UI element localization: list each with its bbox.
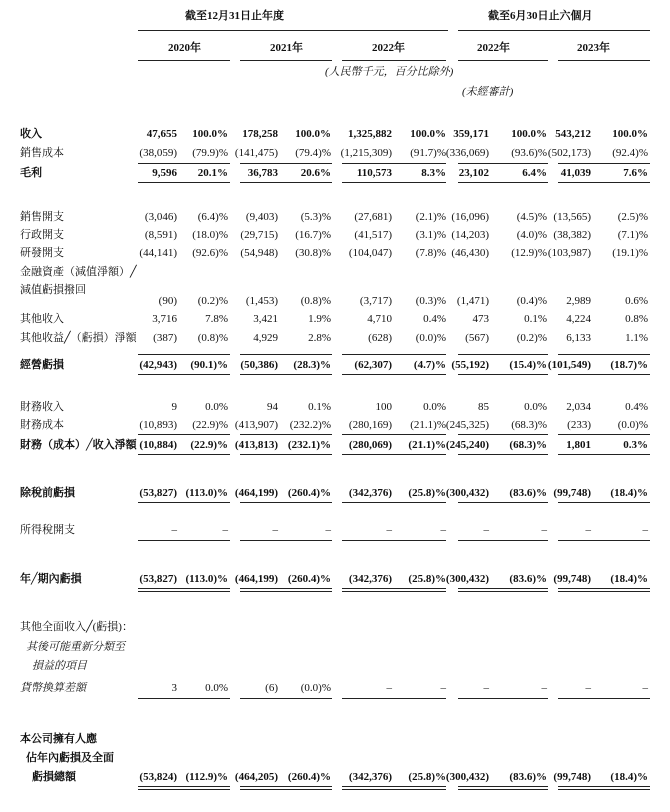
single-rule	[458, 502, 548, 503]
row-label: 毛利	[20, 167, 42, 179]
table-cell: (336,069)	[445, 147, 489, 159]
table-cell: –	[541, 682, 547, 694]
table-cell: (280,069)	[348, 439, 392, 451]
table-cell: 100.0%	[192, 128, 228, 140]
header-group-h1: 截至6月30日止六個月	[488, 10, 593, 22]
table-cell: 3,421	[253, 313, 278, 325]
table-cell: 85	[478, 401, 489, 413]
table-cell: (0.4)%	[516, 295, 547, 307]
table-cell: (342,376)	[348, 487, 392, 499]
table-cell: 20.6%	[300, 167, 331, 179]
year-rule	[458, 60, 548, 61]
table-cell: (1,215,309)	[340, 147, 392, 159]
table-cell: (79.9)%	[192, 147, 228, 159]
table-cell: (3.1)%	[415, 229, 446, 241]
year-2020: 2020年	[168, 42, 201, 54]
table-cell: (99,748)	[553, 771, 591, 783]
single-rule	[138, 540, 230, 541]
table-cell: (5.3)%	[300, 211, 331, 223]
table-cell: (50,386)	[240, 359, 278, 371]
table-cell: (25.8)%	[408, 487, 446, 499]
table-cell: (27,681)	[354, 211, 392, 223]
table-cell: 100.0%	[511, 128, 547, 140]
row-label-cont: 減值虧損撥回	[20, 284, 86, 296]
table-cell: –	[440, 682, 446, 694]
table-cell: (1,471)	[456, 295, 489, 307]
table-cell: –	[483, 682, 489, 694]
table-cell: (22.9)%	[192, 419, 228, 431]
table-cell: (101,549)	[547, 359, 591, 371]
table-cell: (141,475)	[234, 147, 278, 159]
table-cell: (62,307)	[354, 359, 392, 371]
table-cell: (18.4)%	[610, 573, 648, 585]
table-cell: (113.0)%	[185, 573, 228, 585]
table-cell: (413,907)	[234, 419, 278, 431]
table-cell: (29,715)	[240, 229, 278, 241]
table-cell: (113.0)%	[185, 487, 228, 499]
single-rule	[342, 434, 446, 435]
single-rule	[342, 454, 446, 455]
single-rule	[240, 354, 332, 355]
table-cell: (18.0)%	[192, 229, 228, 241]
table-cell: 23,102	[458, 167, 489, 179]
single-rule	[138, 698, 230, 699]
table-cell: –	[642, 524, 648, 536]
table-cell: 8.3%	[421, 167, 446, 179]
single-rule	[458, 354, 548, 355]
table-cell: –	[325, 524, 331, 536]
single-rule	[342, 698, 446, 699]
table-cell: (38,059)	[139, 147, 177, 159]
table-cell: (41,517)	[354, 229, 392, 241]
row-label: 財務（成本）╱收入淨額	[20, 439, 137, 451]
single-rule	[342, 163, 446, 164]
table-cell: (4.5)%	[516, 211, 547, 223]
table-cell: (103,987)	[547, 247, 591, 259]
table-cell: 2.8%	[308, 332, 331, 344]
double-rule	[342, 588, 446, 592]
single-rule	[342, 502, 446, 503]
table-cell: (91.7)%	[410, 147, 446, 159]
row-label-cont: 佔年內虧損及全面	[26, 752, 114, 764]
single-rule	[138, 454, 230, 455]
table-cell: 6.4%	[522, 167, 547, 179]
table-cell: (232.1)%	[287, 439, 331, 451]
table-cell: –	[585, 524, 591, 536]
table-cell: 100	[375, 401, 392, 413]
table-cell: 0.0%	[205, 682, 228, 694]
table-cell: 0.8%	[625, 313, 648, 325]
single-rule	[138, 354, 230, 355]
table-cell: (28.3)%	[293, 359, 331, 371]
row-label: 經營虧損	[20, 359, 64, 371]
row-label-cont: 其後可能重新分類至	[26, 641, 125, 653]
table-cell: (300,432)	[445, 771, 489, 783]
table-cell: –	[386, 682, 392, 694]
table-cell: (0.2)%	[197, 295, 228, 307]
table-cell: 543,212	[555, 128, 591, 140]
table-cell: (10,884)	[139, 439, 177, 451]
table-cell: 2,034	[566, 401, 591, 413]
table-cell: 6,133	[566, 332, 591, 344]
row-label: 所得稅開支	[20, 524, 75, 536]
table-cell: (464,199)	[234, 573, 278, 585]
table-cell: 0.4%	[423, 313, 446, 325]
table-cell: 473	[472, 313, 489, 325]
table-cell: 1,325,882	[348, 128, 392, 140]
table-cell: (90.1)%	[190, 359, 228, 371]
table-cell: (300,432)	[445, 573, 489, 585]
table-cell: (502,173)	[547, 147, 591, 159]
table-cell: 110,573	[356, 167, 392, 179]
row-label-cont: 虧損總額	[32, 771, 76, 783]
single-rule	[240, 454, 332, 455]
single-rule	[558, 163, 650, 164]
single-rule	[558, 698, 650, 699]
table-cell: (2.1)%	[415, 211, 446, 223]
table-cell: (16.7)%	[295, 229, 331, 241]
table-cell: –	[386, 524, 392, 536]
single-rule	[558, 434, 650, 435]
single-rule	[138, 182, 230, 183]
table-cell: 9,596	[152, 167, 177, 179]
double-rule	[138, 786, 230, 790]
double-rule	[458, 786, 548, 790]
double-rule	[558, 786, 650, 790]
table-cell: 3	[171, 682, 177, 694]
table-cell: 4,710	[367, 313, 392, 325]
year-rule	[138, 60, 230, 61]
row-label: 本公司擁有人應	[20, 733, 97, 745]
double-rule	[240, 588, 332, 592]
table-cell: (0.8)%	[300, 295, 331, 307]
table-cell: (260.4)%	[287, 771, 331, 783]
unit-note: (人民幣千元，百分比除外)	[325, 66, 454, 78]
table-cell: 7.6%	[623, 167, 648, 179]
table-cell: (0.0)%	[415, 332, 446, 344]
table-cell: (83.6)%	[509, 573, 547, 585]
year-2021: 2021年	[270, 42, 303, 54]
table-cell: 9	[171, 401, 177, 413]
row-label: 年╱期內虧損	[20, 573, 82, 585]
row-label: 其他全面收入╱(虧損)：	[20, 621, 133, 633]
table-cell: 0.1%	[524, 313, 547, 325]
table-cell: 100.0%	[295, 128, 331, 140]
table-cell: 1,801	[566, 439, 591, 451]
table-cell: (53,827)	[139, 573, 177, 585]
row-label: 其他收入	[20, 313, 64, 325]
single-rule	[138, 163, 230, 164]
table-cell: (92.4)%	[612, 147, 648, 159]
table-cell: (233)	[567, 419, 591, 431]
table-cell: (25.8)%	[408, 771, 446, 783]
table-cell: (79.4)%	[295, 147, 331, 159]
single-rule	[558, 354, 650, 355]
single-rule	[558, 454, 650, 455]
table-cell: (54,948)	[240, 247, 278, 259]
row-label: 金融資產（減值淨額）╱	[20, 266, 137, 278]
single-rule	[558, 502, 650, 503]
table-cell: 4,929	[253, 332, 278, 344]
single-rule	[138, 434, 230, 435]
year-2023-h1: 2023年	[577, 42, 610, 54]
table-cell: –	[585, 682, 591, 694]
table-cell: (44,141)	[139, 247, 177, 259]
single-rule	[240, 163, 332, 164]
double-rule	[458, 588, 548, 592]
table-cell: (18.4)%	[610, 771, 648, 783]
single-rule	[240, 434, 332, 435]
table-cell: –	[541, 524, 547, 536]
table-cell: (464,199)	[234, 487, 278, 499]
table-cell: (112.9)%	[185, 771, 228, 783]
table-cell: 36,783	[247, 167, 278, 179]
table-cell: 47,655	[146, 128, 177, 140]
table-cell: (0.0)%	[300, 682, 331, 694]
table-cell: (6)	[265, 682, 278, 694]
year-rule	[558, 60, 650, 61]
table-cell: (38,382)	[553, 229, 591, 241]
table-cell: (413,813)	[234, 439, 278, 451]
table-cell: 0.1%	[308, 401, 331, 413]
table-cell: –	[642, 682, 648, 694]
single-rule	[458, 182, 548, 183]
row-label: 財務成本	[20, 419, 64, 431]
table-cell: (83.6)%	[509, 487, 547, 499]
table-cell: (464,205)	[234, 771, 278, 783]
header-group-fy: 截至12月31日止年度	[185, 10, 284, 22]
row-label: 收入	[20, 128, 42, 140]
table-cell: (18.7)%	[610, 359, 648, 371]
table-cell: (7.8)%	[415, 247, 446, 259]
row-label: 財務收入	[20, 401, 64, 413]
table-cell: (19.1)%	[612, 247, 648, 259]
table-cell: (342,376)	[348, 771, 392, 783]
table-cell: (0.0)%	[617, 419, 648, 431]
table-cell: 7.8%	[205, 313, 228, 325]
table-cell: –	[440, 524, 446, 536]
single-rule	[558, 374, 650, 375]
year-rule	[240, 60, 332, 61]
table-cell: (53,827)	[139, 487, 177, 499]
table-cell: 1.9%	[308, 313, 331, 325]
table-cell: (93.6)%	[511, 147, 547, 159]
table-cell: 178,258	[242, 128, 278, 140]
table-cell: 100.0%	[612, 128, 648, 140]
table-cell: (4.7)%	[413, 359, 446, 371]
single-rule	[240, 374, 332, 375]
single-rule	[458, 454, 548, 455]
table-cell: (245,240)	[445, 439, 489, 451]
double-rule	[240, 786, 332, 790]
table-cell: (8,591)	[144, 229, 177, 241]
single-rule	[458, 434, 548, 435]
table-cell: (300,432)	[445, 487, 489, 499]
table-cell: (18.4)%	[610, 487, 648, 499]
table-cell: (260.4)%	[287, 487, 331, 499]
table-cell: 359,171	[453, 128, 489, 140]
table-cell: (628)	[368, 332, 392, 344]
single-rule	[458, 540, 548, 541]
table-cell: 0.0%	[205, 401, 228, 413]
table-cell: 0.3%	[623, 439, 648, 451]
header-rule-h1	[458, 30, 650, 31]
table-cell: (6.4)%	[197, 211, 228, 223]
table-cell: (0.3)%	[415, 295, 446, 307]
table-cell: 3,716	[152, 313, 177, 325]
table-cell: (567)	[465, 332, 489, 344]
table-cell: (53,824)	[139, 771, 177, 783]
single-rule	[458, 374, 548, 375]
single-rule	[558, 540, 650, 541]
table-cell: (14,203)	[451, 229, 489, 241]
table-cell: (55,192)	[451, 359, 489, 371]
table-cell: (104,047)	[348, 247, 392, 259]
table-cell: (1,453)	[245, 295, 278, 307]
row-label: 銷售成本	[20, 147, 64, 159]
row-label-cont: 損益的項目	[32, 660, 87, 672]
single-rule	[240, 182, 332, 183]
table-cell: 41,039	[560, 167, 591, 179]
table-cell: (260.4)%	[287, 573, 331, 585]
table-cell: –	[272, 524, 278, 536]
year-2022: 2022年	[372, 42, 405, 54]
table-cell: (30.8)%	[295, 247, 331, 259]
table-cell: 2,989	[566, 295, 591, 307]
table-cell: (245,325)	[445, 419, 489, 431]
table-cell: (25.8)%	[408, 573, 446, 585]
row-label: 除稅前虧損	[20, 487, 75, 499]
double-rule	[342, 786, 446, 790]
table-cell: 20.1%	[197, 167, 228, 179]
table-cell: –	[171, 524, 177, 536]
table-cell: (68.3)%	[509, 439, 547, 451]
table-cell: (46,430)	[451, 247, 489, 259]
single-rule	[240, 698, 332, 699]
table-cell: (0.2)%	[516, 332, 547, 344]
table-cell: (4.0)%	[516, 229, 547, 241]
year-rule	[342, 60, 446, 61]
year-2022-h1: 2022年	[477, 42, 510, 54]
table-cell: –	[483, 524, 489, 536]
table-cell: 0.0%	[524, 401, 547, 413]
single-rule	[240, 540, 332, 541]
single-rule	[240, 502, 332, 503]
table-cell: (99,748)	[553, 573, 591, 585]
row-label-cont: 貨幣換算差額	[20, 682, 86, 694]
unaudited-note: (未經審計)	[462, 86, 514, 98]
single-rule	[458, 163, 548, 164]
table-cell: (22.9)%	[190, 439, 228, 451]
single-rule	[342, 540, 446, 541]
table-cell: (13,565)	[553, 211, 591, 223]
table-cell: (42,943)	[139, 359, 177, 371]
table-cell: (3,717)	[359, 295, 392, 307]
table-cell: (9,403)	[245, 211, 278, 223]
table-cell: –	[222, 524, 228, 536]
row-label: 其他收益╱（虧損）淨額	[20, 332, 137, 344]
table-cell: 100.0%	[410, 128, 446, 140]
row-label: 銷售開支	[20, 211, 64, 223]
table-cell: (21.1)%	[408, 439, 446, 451]
row-label: 行政開支	[20, 229, 64, 241]
table-cell: (21.1)%	[410, 419, 446, 431]
table-cell: (3,046)	[144, 211, 177, 223]
double-rule	[138, 588, 230, 592]
double-rule	[558, 588, 650, 592]
table-cell: (280,169)	[348, 419, 392, 431]
table-cell: 1.1%	[625, 332, 648, 344]
table-cell: (2.5)%	[617, 211, 648, 223]
table-cell: (90)	[158, 295, 177, 307]
single-rule	[558, 182, 650, 183]
table-cell: (342,376)	[348, 573, 392, 585]
table-cell: (92.6)%	[192, 247, 228, 259]
single-rule	[458, 698, 548, 699]
table-cell: 94	[267, 401, 278, 413]
single-rule	[138, 502, 230, 503]
table-cell: (99,748)	[553, 487, 591, 499]
single-rule	[342, 182, 446, 183]
single-rule	[342, 374, 446, 375]
table-cell: (68.3)%	[511, 419, 547, 431]
row-label: 研發開支	[20, 247, 64, 259]
table-cell: 0.4%	[625, 401, 648, 413]
table-cell: (16,096)	[451, 211, 489, 223]
table-cell: (15.4)%	[509, 359, 547, 371]
table-cell: (7.1)%	[617, 229, 648, 241]
table-cell: (0.8)%	[197, 332, 228, 344]
table-cell: 0.6%	[625, 295, 648, 307]
table-cell: 0.0%	[423, 401, 446, 413]
table-cell: (12.9)%	[511, 247, 547, 259]
header-rule-fy	[138, 30, 448, 31]
single-rule	[138, 374, 230, 375]
single-rule	[342, 354, 446, 355]
table-cell: (232.2)%	[289, 419, 331, 431]
table-cell: 4,224	[566, 313, 591, 325]
table-cell: (83.6)%	[509, 771, 547, 783]
table-cell: (387)	[153, 332, 177, 344]
table-cell: (10,893)	[139, 419, 177, 431]
